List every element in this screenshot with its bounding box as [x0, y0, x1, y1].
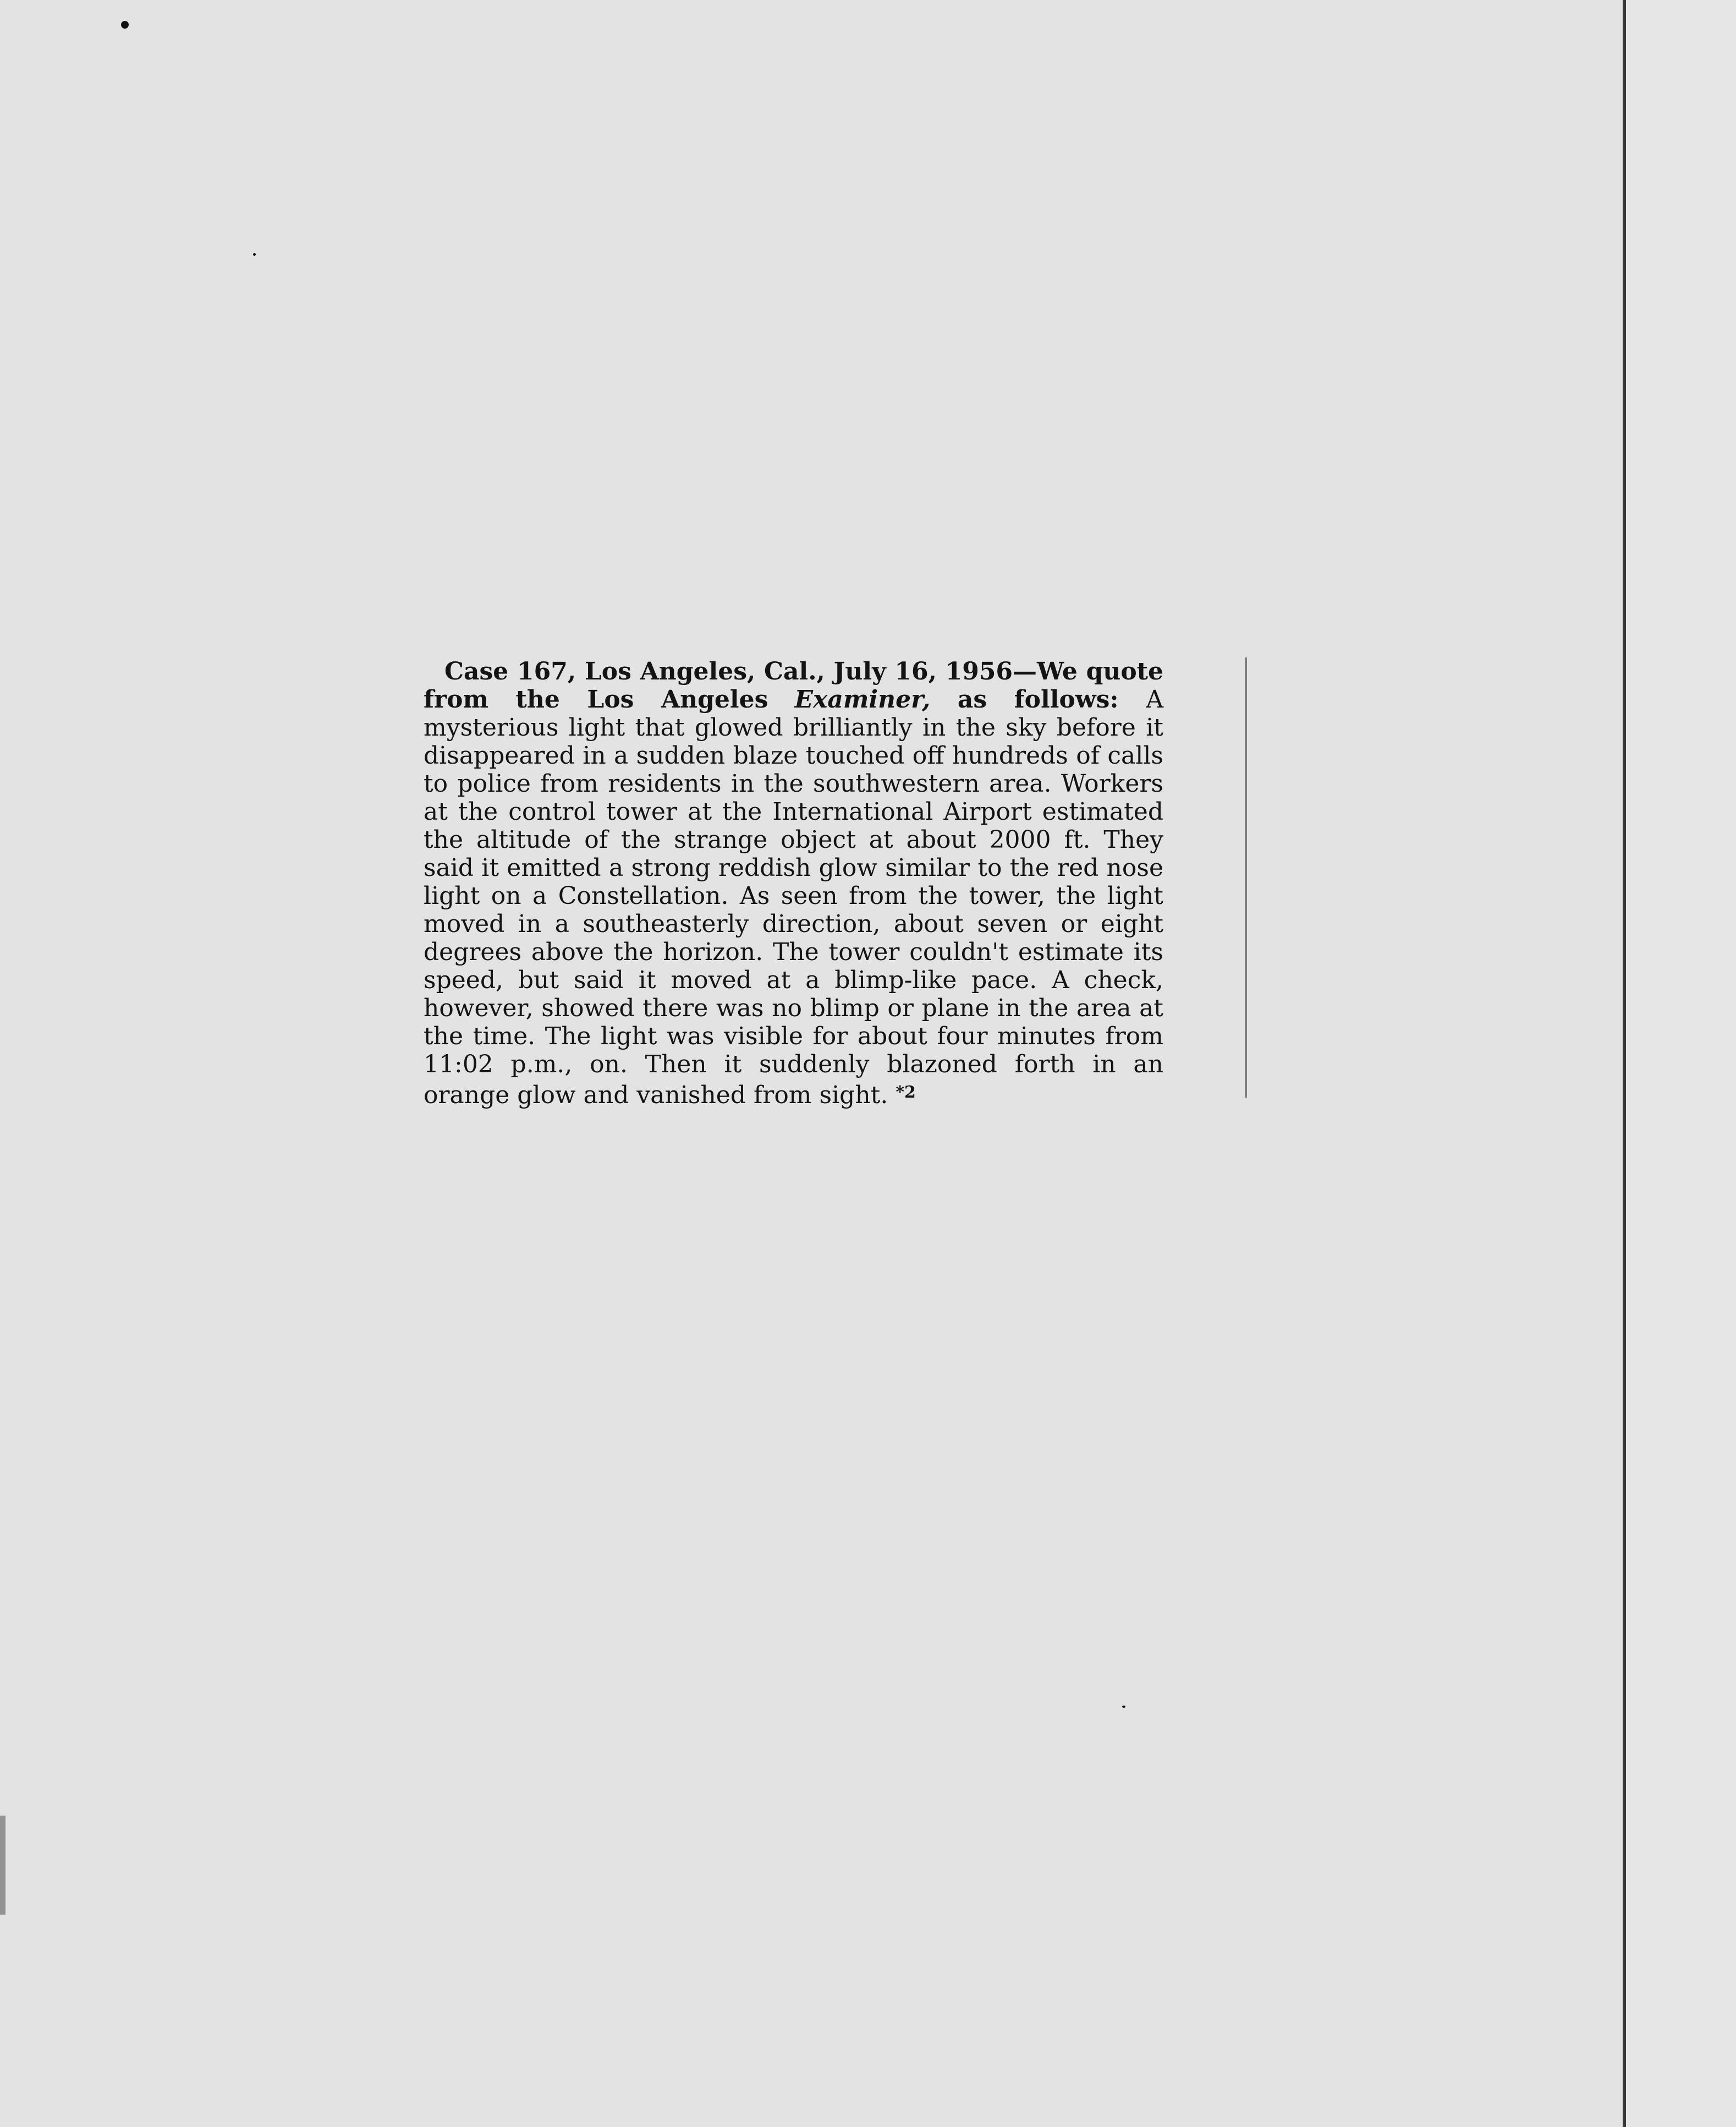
ink-speck — [1122, 1706, 1125, 1708]
clipping-edge-line — [1245, 657, 1247, 1098]
page-margin — [1626, 0, 1736, 2127]
case-paragraph — [424, 657, 1163, 1109]
case-report-text — [424, 657, 1163, 1109]
ink-speck — [121, 21, 129, 29]
source-publication: Examiner, — [794, 686, 931, 714]
case-intro: as follows: — [930, 686, 1146, 714]
page-edge-line — [1623, 0, 1626, 2127]
case-body: A mysterious light that glowed brilliantly in the sky before it disappeared in a sudden blaze touched off hundreds of calls to police from residents in the southwestern area. Workers at the control tower at the International Airport estimated the altitude of the strange object at about 2000 ft. They said it emitted a strong reddish glow similar to the red nose light on a Constellation. As seen from the tower, the light moved in a southeasterly direction, about seven or eight degrees above the horizon. The tower couldn't estimate its speed, but said it moved at a blimp-like pace. A check, however, showed there was no blimp or plane in the area at the time. The light was visible for about four minutes from 11:02 p.m., on. Then it suddenly blazoned forth in an orange glow and vanished from sight. — [424, 686, 1163, 1109]
reference-marker: *2 — [896, 1083, 916, 1102]
case-heading: Case 167, Los Angeles, Cal., July 16, 1956—We quote from the Los Angeles — [424, 657, 1163, 714]
ink-speck — [253, 253, 256, 256]
scan-edge-mark — [0, 1816, 6, 1915]
